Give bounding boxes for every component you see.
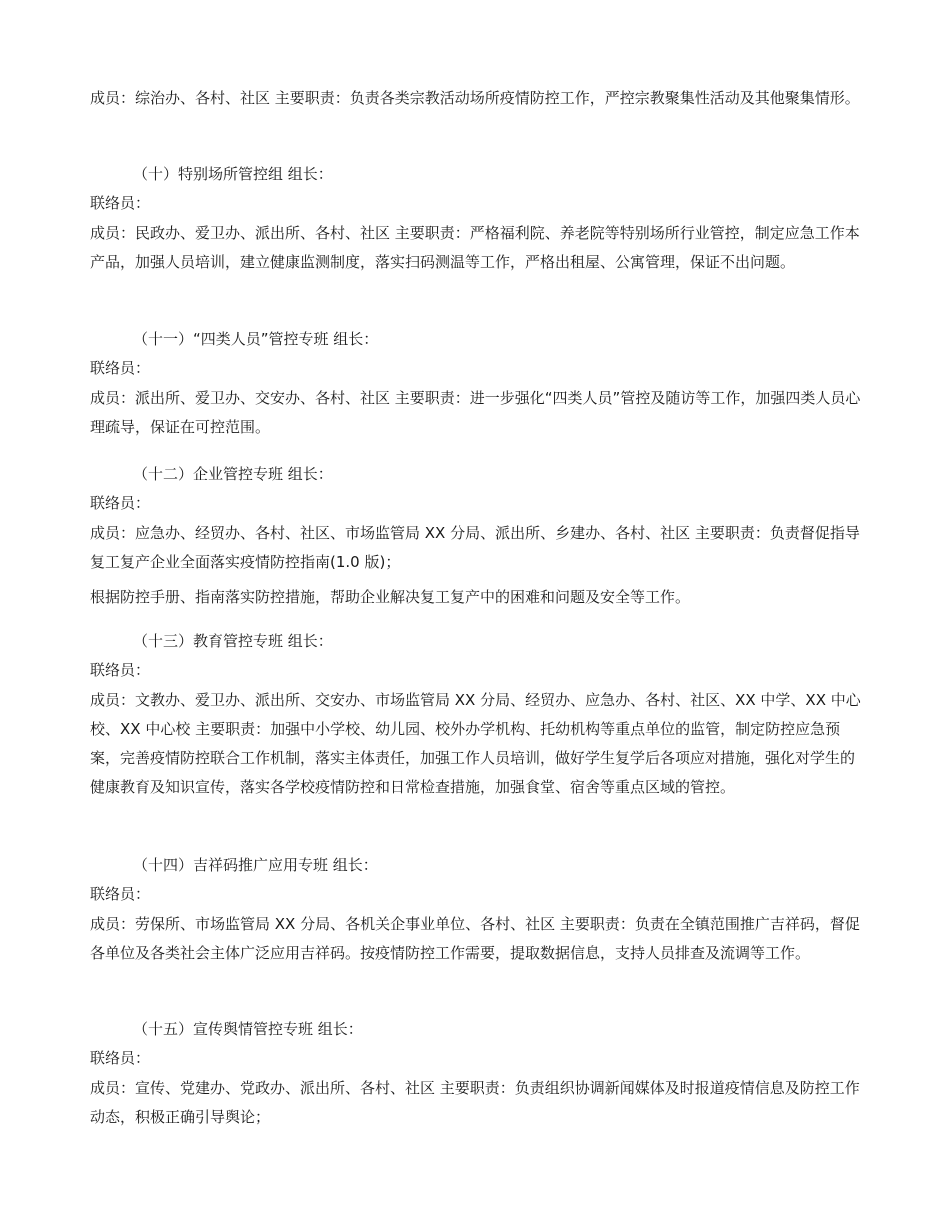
paragraph-members-section-12: 成员：应急办、经贸办、各村、社区、市场监管局 XX 分局、派出所、乡建办、各村、社区 主要职责：负责督促指导复工复产企业全面落实疫情防控指南(1.0 版)；	[90, 524, 860, 571]
heading-section-11: （十一）“四类人员”管控专班 组长：	[133, 330, 379, 348]
heading-section-14: （十四）吉祥码推广应用专班 组长：	[133, 856, 378, 874]
paragraph-members-religion: 成员：综治办、各村、社区 主要职责：负责各类宗教活动场所疫情防控工作，严控宗教聚集性活动及其他聚集情形。	[90, 89, 860, 107]
heading-section-13: （十三）教育管控专班 组长：	[133, 632, 333, 650]
liaison-line: 联络员：	[90, 1049, 151, 1067]
liaison-line: 联络员：	[90, 661, 151, 679]
heading-section-15: （十五）宣传舆情管控专班 组长：	[133, 1020, 363, 1038]
liaison-line: 联络员：	[90, 494, 151, 512]
heading-section-10: （十）特别场所管控组 组长：	[133, 165, 333, 183]
liaison-line: 联络员：	[90, 359, 151, 377]
liaison-line: 联络员：	[90, 194, 151, 212]
paragraph-members-section-13: 成员：文教办、爱卫办、派出所、交安办、市场监管局 XX 分局、经贸办、应急办、各村、社区、XX 中学、XX 中心校、XX 中心校 主要职责：加强中小学校、幼儿园、校外办学机构、托幼机构等重点单位的监管，制定防控应急预案，完善疫情防控联合工作机制，落实主体责任，加强工作人员培训，做好学生复学后各项应对措施，强化对学生的健康教育及知识宣传，落实各学校疫情防控和日常检查措施，加强食堂、宿舍等重点区域的管控。	[90, 691, 861, 796]
heading-section-12: （十二）企业管控专班 组长：	[133, 465, 333, 483]
paragraph-members-section-15: 成员：宣传、党建办、党政办、派出所、各村、社区 主要职责：负责组织协调新闻媒体及时报道疫情信息及防控工作动态，积极正确引导舆论；	[90, 1079, 860, 1126]
paragraph-section-12-continued: 根据防控手册、指南落实防控措施，帮助企业解决复工复产中的困难和问题及安全等工作。	[90, 588, 691, 606]
paragraph-members-section-14: 成员：劳保所、市场监管局 XX 分局、各机关企事业单位、各村、社区 主要职责：负责在全镇范围推广吉祥码，督促各单位及各类社会主体广泛应用吉祥码。按疫情防控工作需要，提取数据信息，支持人员排查及流调等工作。	[90, 915, 860, 962]
paragraph-members-section-10: 成员：民政办、爱卫办、派出所、各村、社区 主要职责：严格福利院、养老院等特别场所行业管控，制定应急工作本产品，加强人员培训，建立健康监测制度，落实扫码测温等工作，严格出租屋、公寓管理，保证不出问题。	[90, 224, 860, 271]
paragraph-members-section-11: 成员：派出所、爱卫办、交安办、各村、社区 主要职责：进一步强化“四类人员”管控及随访等工作，加强四类人员心理疏导，保证在可控范围。	[90, 389, 861, 436]
liaison-line: 联络员：	[90, 885, 151, 903]
